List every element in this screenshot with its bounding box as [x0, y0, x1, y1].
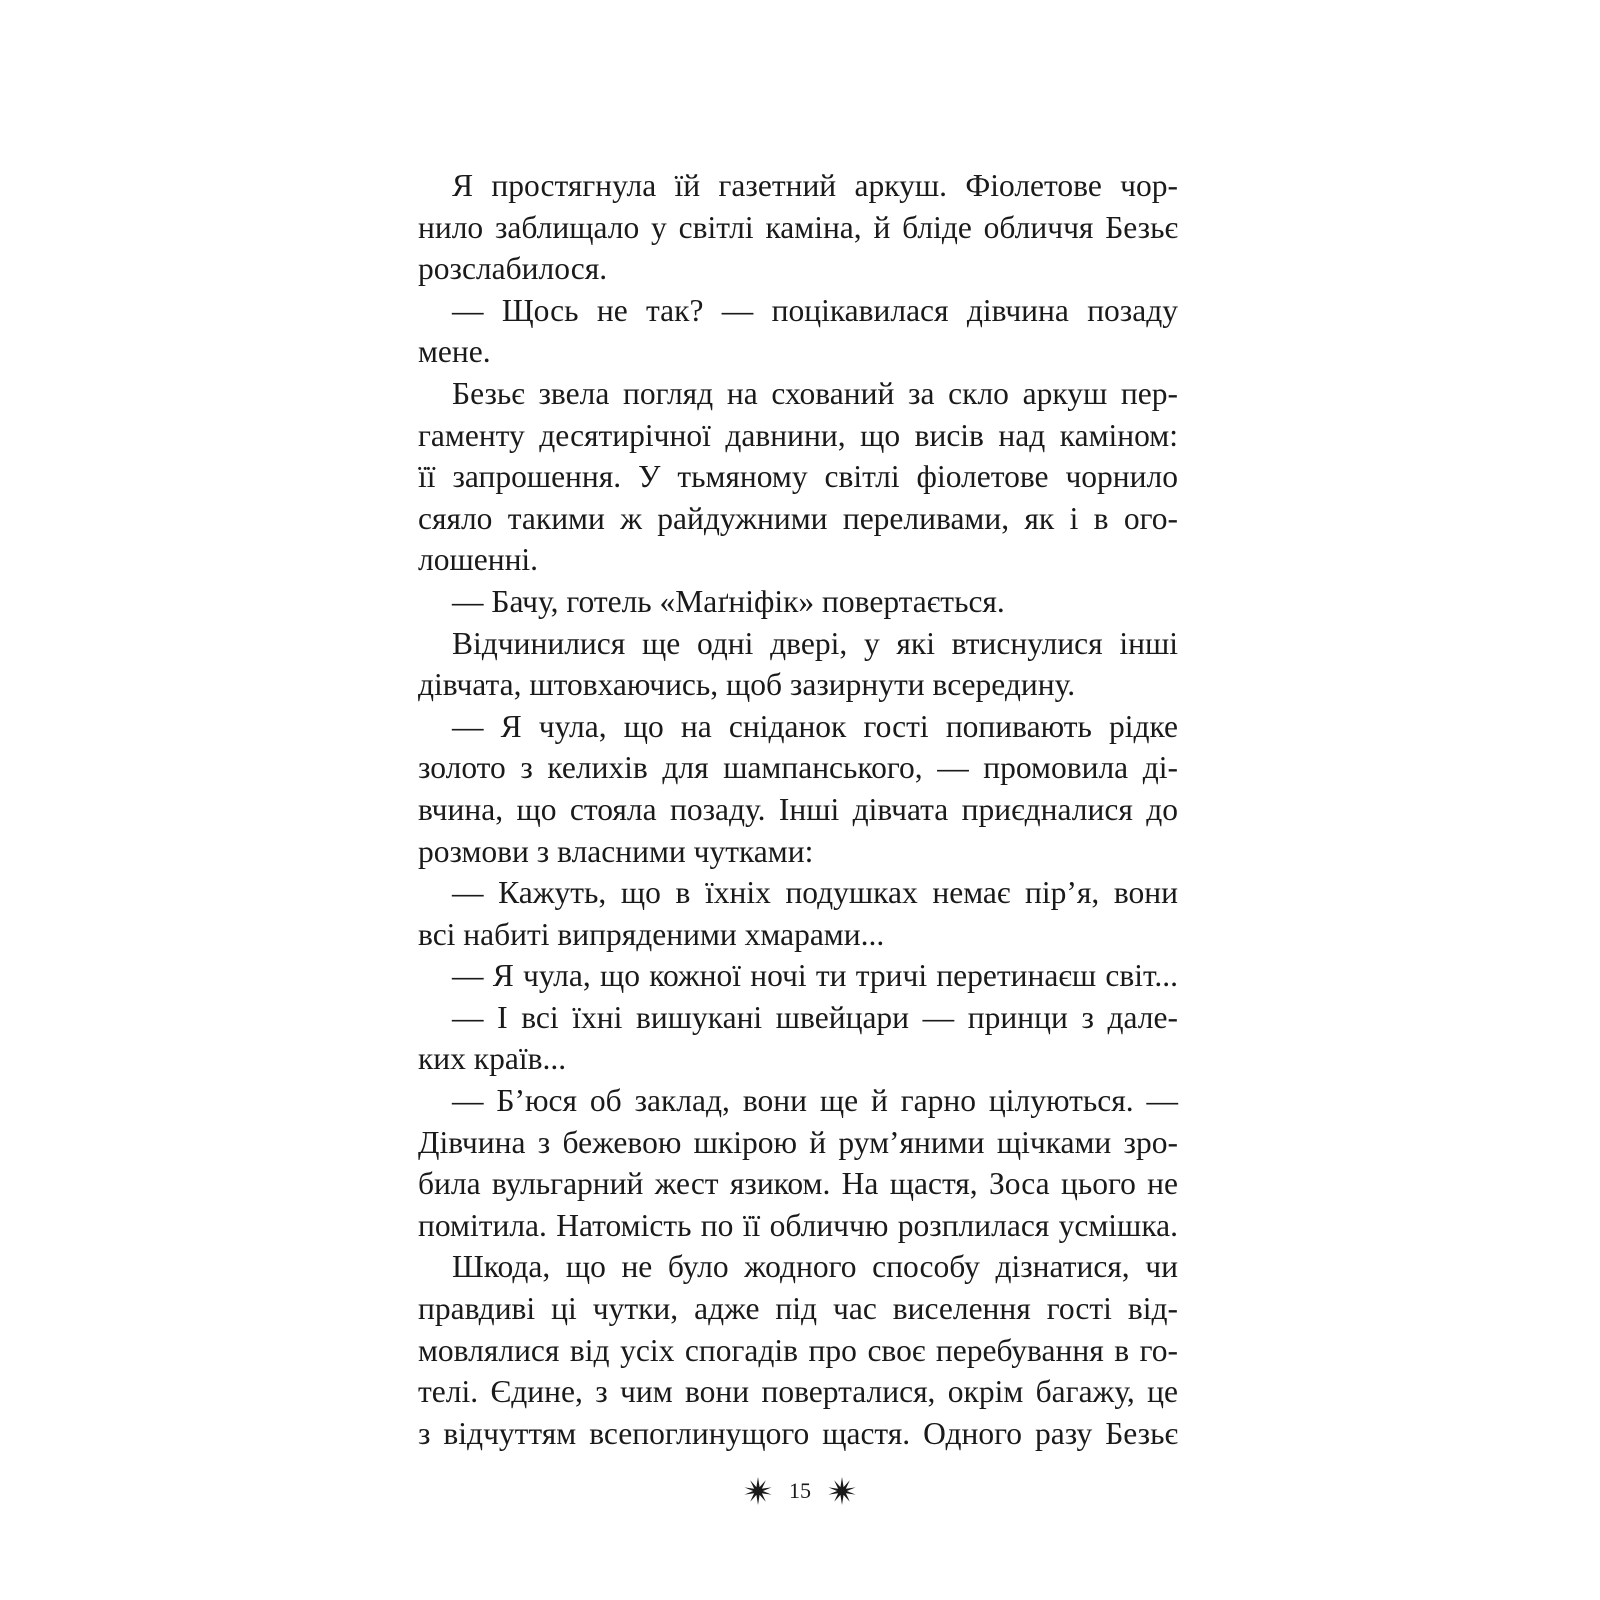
text-line: всі набиті випряденими хмарами... [418, 916, 885, 952]
text-line: золото з келихів для шампанського, — промовила ді- [418, 750, 1178, 786]
text-line: сяяло такими ж райдужними переливами, як і в ого- [418, 500, 1178, 536]
text-line: мене. [418, 334, 491, 370]
text-line: Безьє звела погляд на схований за скло аркуш пер- [452, 375, 1178, 411]
text-line: дівчата, штовхаючись, щоб зазирнути всередину. [418, 667, 1076, 703]
text-line: била вульгарний жест язиком. На щастя, Зоса цього не [418, 1166, 1178, 1202]
text-line: правдиві ці чутки, адже під час виселення гості від- [418, 1291, 1178, 1327]
text-line: її запрошення. У тьмяному світлі фіолетове чорнило [418, 459, 1178, 495]
text-line: вчина, що стояла позаду. Інші дівчата приєдналися до [418, 791, 1178, 827]
text-line: розслабилося. [418, 251, 608, 287]
text-line: ких країв... [418, 1041, 567, 1077]
text-line: гаменту десятирічної давнини, що висів над каміном: [418, 417, 1178, 453]
text-line: Відчинилися ще одні двері, у які втиснулися інші [452, 625, 1178, 661]
text-line: Шкода, що не було жодного способу дізнатися, чи [452, 1249, 1178, 1285]
page-footer [0, 1476, 1600, 1506]
text-line: — Бачу, готель «Маґніфік» повертається. [452, 583, 1005, 619]
text-line: мовлялися від усіх спогадів про своє перебування в го- [418, 1332, 1178, 1368]
text-line: — Я чула, що на сніданок гості попивають рідке [452, 708, 1178, 744]
text-line: — Б’юся об заклад, вони ще й гарно цілуються. — [452, 1083, 1178, 1119]
text-line: Я простягнула їй газетний аркуш. Фіолетове чор- [452, 168, 1178, 203]
text-line: телі. Єдине, з чим вони поверталися, окрім багажу, це [418, 1374, 1178, 1410]
text-line: лошенні. [418, 542, 539, 578]
text-line: Дівчина з бежевою шкірою й рум’яними щічками зро- [418, 1124, 1178, 1160]
body-text [418, 165, 1178, 1454]
text-line: — Кажуть, що в їхніх подушках немає пір’я, вони [452, 875, 1178, 911]
text-line: — Щось не так? — поцікавилася дівчина позаду [452, 292, 1178, 328]
text-line: помітила. Натомість по її обличчю розплилася усмішка. [418, 1207, 1178, 1243]
text-line: — І всі їхні вишукані швейцари — принци з дале- [452, 999, 1178, 1035]
text-line: розмови з власними чутками: [418, 833, 814, 869]
star-ornament-icon [743, 1476, 773, 1506]
text-line: з відчуттям всепоглинущого щастя. Одного разу Безьє [418, 1415, 1178, 1451]
text-line: нило заблищало у світлі каміна, й бліде обличчя Безьє [418, 209, 1178, 245]
text-line: — Я чула, що кожної ночі ти тричі перетинаєш світ... [452, 958, 1178, 994]
page-number: 15 [789, 1478, 811, 1503]
star-ornament-icon [827, 1476, 857, 1506]
